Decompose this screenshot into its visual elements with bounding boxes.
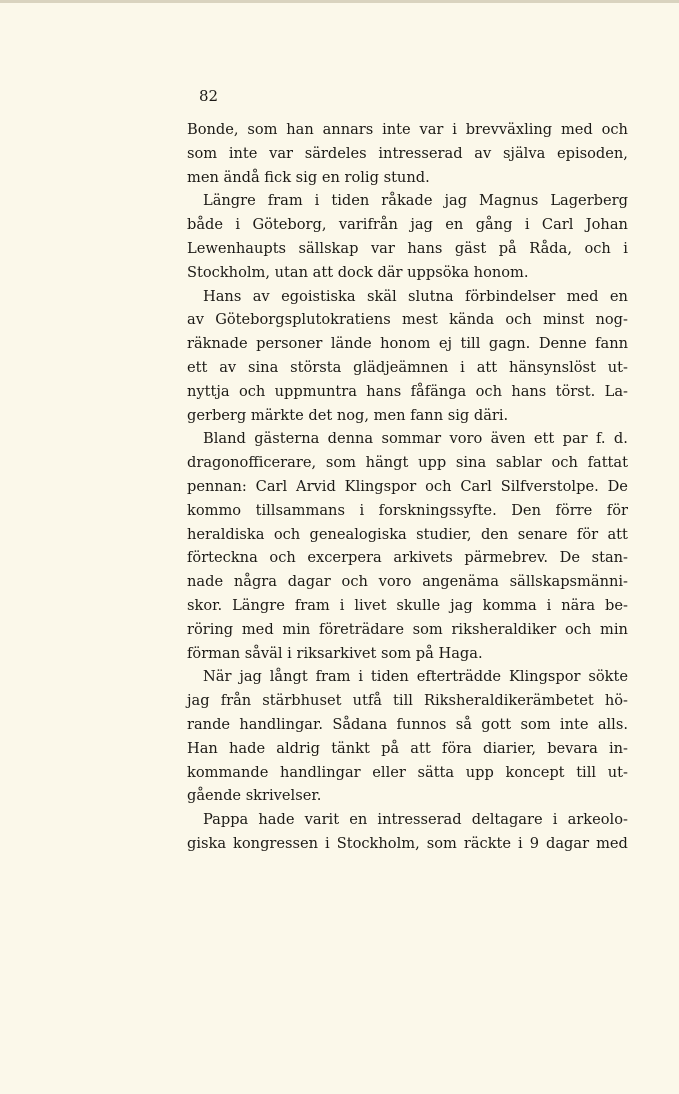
text-line: gerberg märkte det nog, men fann sig däri. [187,406,509,424]
text-line: heraldiska och genealogiska studier, den senare för att [187,525,628,543]
text-line: kommande handlingar eller sätta upp koncept till ut- [187,763,628,781]
text-line: Han hade aldrig tänkt på att föra diarier, bevara in- [187,739,628,757]
text-line: gående skrivelser. [187,787,322,805]
text-line: pennan: Carl Arvid Klingspor och Carl Silfverstolpe. De [187,477,628,495]
text-line: nade några dagar och voro angenäma sällskapsmänni- [187,573,628,591]
text-line: räknade personer lände honom ej till gagn. Denne fann [187,335,628,353]
text-line: Längre fram i tiden råkade jag Magnus Lagerberg [203,192,628,210]
text-line: Bonde, som han annars inte var i brevväxling med och [187,121,628,138]
text-line: skor. Längre fram i livet skulle jag komma i nära be- [187,596,628,614]
body-text [187,118,628,856]
text-line: rande handlingar. Sådana funnos så gott som inte alls. [187,715,628,733]
text-line: förteckna och excerpera arkivets pärmebrev. De stan- [187,549,628,567]
text-line: som inte var särdeles intresserad av själva episoden, [187,144,628,162]
text-line: giska kongressen i Stockholm, som räckte i 9 dagar med [187,834,628,852]
text-line: av Göteborgsplutokratiens mest kända och minst nog- [187,311,628,329]
text-line: jag från stärbhuset utfå till Riksheraldikerämbetet hö- [187,692,628,710]
text-line: ett av sina största glädjeämnen i att hänsynslöst ut- [187,358,628,376]
text-line: dragonofficerare, som hängt upp sina sablar och fattat [187,454,628,472]
text-line: När jag långt fram i tiden efterträdde Klingspor sökte [203,668,628,686]
text-line: både i Göteborg, varifrån jag en gång i Carl Johan [187,216,628,234]
text-line: kommo tillsammans i forskningssyfte. Den förre för [187,501,628,519]
text-line: Bland gästerna denna sommar voro även ett par f. d. [203,430,628,448]
text-line: röring med min företrädare som riksheraldiker och min [187,620,628,638]
text-line: Hans av egoistiska skäl slutna förbindelser med en [203,287,628,305]
text-line: Lewenhaupts sällskap var hans gäst på Råda, och i [187,239,628,257]
text-line: men ändå fick sig en rolig stund. [187,168,430,186]
text-line: förman såväl i riksarkivet som på Haga. [187,644,483,662]
text-line: nyttja och uppmuntra hans fåfänga och hans törst. La- [187,382,628,400]
page-number: 82 [199,87,219,105]
text-line: Stockholm, utan att dock där uppsöka honom. [187,263,529,281]
text-line: Pappa hade varit en intresserad deltagare i arkeolo- [203,811,628,829]
